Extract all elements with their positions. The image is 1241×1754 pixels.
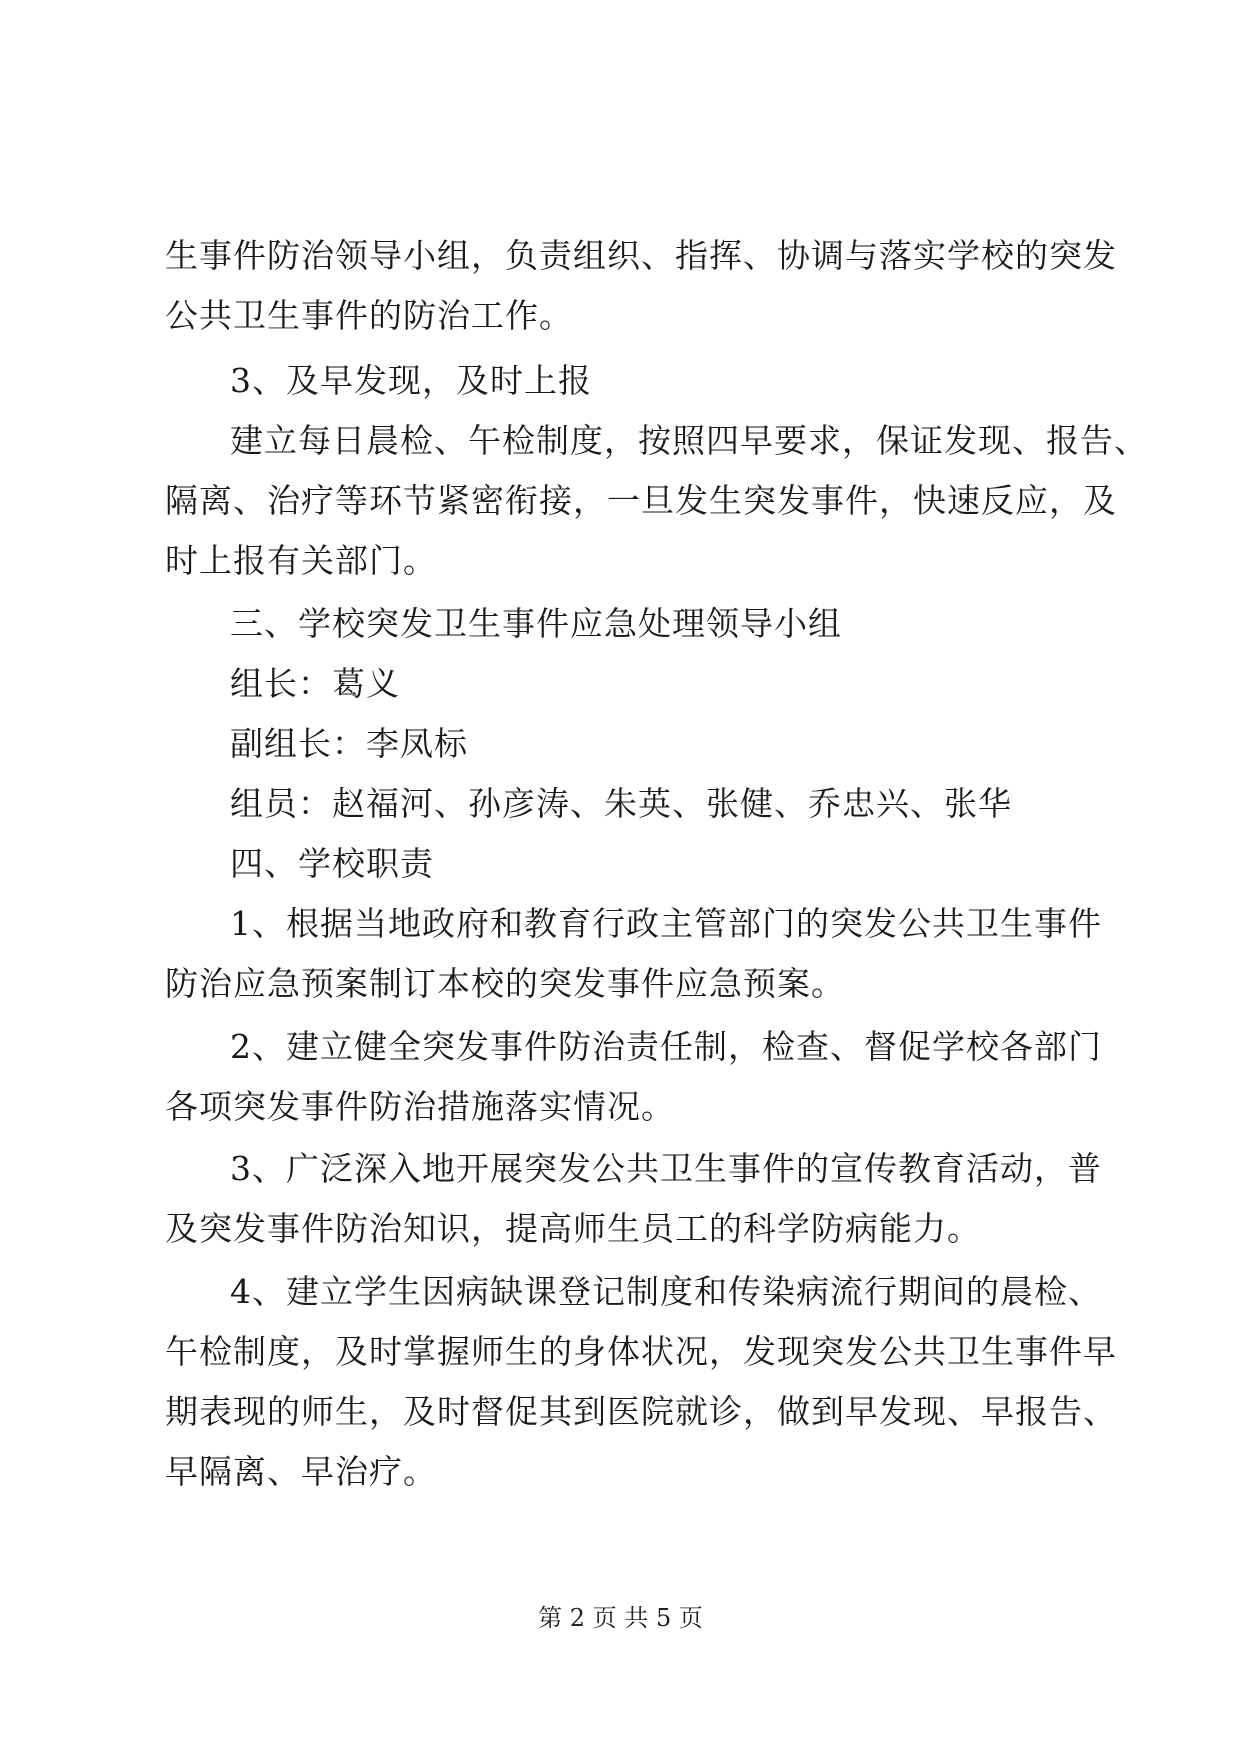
paragraph-line: 及突发事件防治知识，提高师生员工的科学防病能力。: [165, 1209, 981, 1248]
paragraph-line: 3、广泛深入地开展突发公共卫生事件的宣传教育活动，普: [230, 1149, 1102, 1188]
paragraph-line: 防治应急预案制订本校的突发事件应急预案。: [165, 964, 845, 1003]
paragraph-line: 时上报有关部门。: [165, 541, 437, 580]
leader-line: 组长：葛义: [230, 664, 400, 703]
paragraph-line: 4、建立学生因病缺课登记制度和传染病流行期间的晨检、: [230, 1272, 1102, 1311]
paragraph-line: 早隔离、早治疗。: [165, 1452, 437, 1491]
members-line: 组员：赵福河、孙彦涛、朱英、张健、乔忠兴、张华: [230, 784, 1012, 823]
paragraph-line: 隔离、治疗等环节紧密衔接，一旦发生突发事件，快速反应，及: [165, 481, 1117, 520]
paragraph-line: 2、建立健全突发事件防治责任制，检查、督促学校各部门: [230, 1027, 1102, 1066]
paragraph-line: 生事件防治领导小组，负责组织、指挥、协调与落实学校的突发: [165, 236, 1117, 275]
section-heading: 三、学校突发卫生事件应急处理领导小组: [230, 604, 842, 643]
paragraph-line: 公共卫生事件的防治工作。: [165, 296, 573, 335]
paragraph-line: 各项突发事件防治措施落实情况。: [165, 1087, 675, 1126]
paragraph-line: 建立每日晨检、午检制度，按照四早要求，保证发现、报告、: [230, 421, 1148, 460]
paragraph-line: 1、根据当地政府和教育行政主管部门的突发公共卫生事件: [230, 904, 1102, 943]
section-heading: 四、学校职责: [230, 844, 434, 883]
heading-line: 3、及早发现，及时上报: [230, 361, 592, 400]
paragraph-line: 期表现的师生，及时督促其到医院就诊，做到早发现、早报告、: [165, 1392, 1117, 1431]
page-number-footer: 第 2 页 共 5 页: [538, 1604, 703, 1632]
deputy-leader-line: 副组长：李凤标: [230, 724, 468, 763]
paragraph-line: 午检制度，及时掌握师生的身体状况，发现突发公共卫生事件早: [165, 1332, 1117, 1371]
